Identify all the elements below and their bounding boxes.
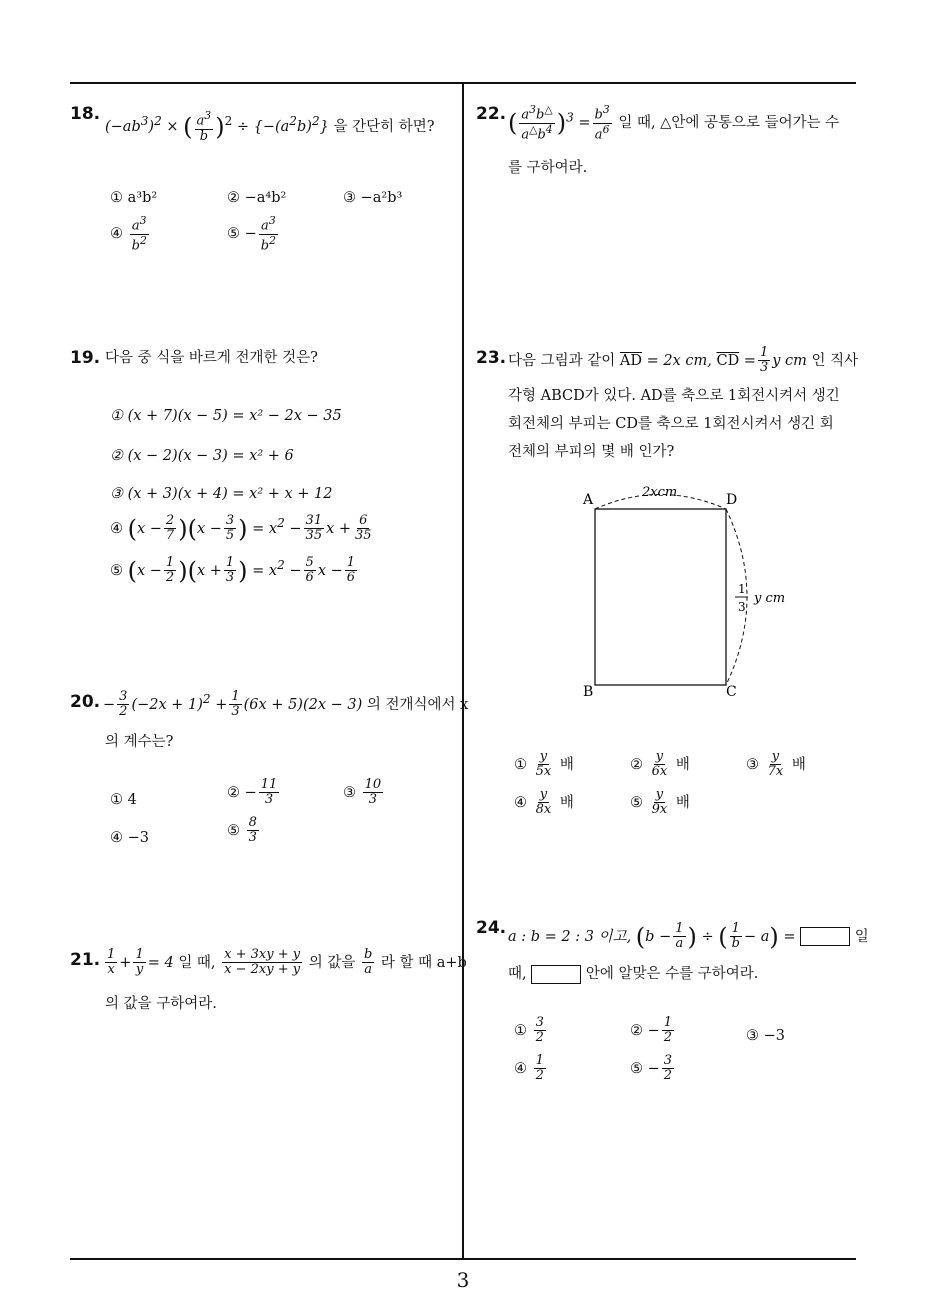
text-1b: 인 직사 <box>811 352 859 369</box>
choice-2[interactable]: ② −a⁴b² <box>227 190 287 206</box>
footer-rule <box>70 1258 856 1260</box>
problem-number: 18. <box>70 104 101 124</box>
text-2: 의 값을 <box>308 954 356 971</box>
choice-1[interactable]: ① $\frac{y}{5x}$ 배 <box>514 749 574 780</box>
problem-stem-line3: 회전체의 부피는 CD를 축으로 1회전시켜서 생긴 회 <box>508 416 834 432</box>
text-1b: 일 <box>854 928 869 945</box>
side-length-label: y cm <box>754 591 786 606</box>
answer-box[interactable] <box>531 965 581 984</box>
choice-label: ⑤ − <box>227 226 257 243</box>
choice-label: ④ <box>110 226 123 243</box>
choice-1[interactable]: ① $\frac{3}{2}$ <box>514 1015 544 1046</box>
choice-5[interactable]: ⑤ − $\frac{a^3}{b^2}$ <box>227 214 276 253</box>
problem-stem-line2: 때, 안에 알맞은 수를 구하여라. <box>508 966 759 982</box>
text-1a: 다음 그림과 같이 <box>508 352 616 369</box>
column-divider <box>462 82 464 1258</box>
ratio-text: a : b = 2 : 3 이고, <box>508 928 632 945</box>
problem-23 <box>476 346 861 826</box>
problem-prompt-line2: 를 구하여라. <box>508 160 588 176</box>
problem-prompt: 일 때, △안에 공통으로 들어가는 수 <box>618 115 840 132</box>
problem-18 <box>70 102 455 262</box>
answer-box[interactable] <box>800 927 850 946</box>
problem-stem: − $\frac{3}{2}$ $(-2x + 1)^2$ + $\frac{1}{3}$ (6x + 5)(2x − 3) 의 전개식에서 x <box>103 689 469 720</box>
vertex-d: D <box>726 492 738 508</box>
choice-3[interactable]: ③ −a²b³ <box>343 190 403 206</box>
text-1: 일 때, <box>178 954 216 971</box>
problem-number: 24. <box>476 918 507 938</box>
problem-prompt-line2: 의 계수는? <box>105 734 174 750</box>
problem-stem: $\frac{1}{x}$ + $\frac{1}{y}$ = 4 일 때, $\frac{x + 3xy + y}{x - 2xy + y}$ 의 값을 $\frac{b}{a}$ 라 할 때 a+b <box>107 947 467 978</box>
top-length-label: 2xcm <box>642 486 678 500</box>
problem-prompt: 의 전개식에서 x <box>366 696 469 713</box>
problem-number: 21. <box>70 950 101 970</box>
vertex-a: A <box>583 492 594 508</box>
problem-stem-line1: 다음 그림과 같이 $\overline{AD} = 2x$ cm, $\overline{CD}$ = $\frac{1}{3}$ y cm 인 직사 <box>508 345 859 376</box>
choice-5[interactable]: ⑤ $\frac{8}{3}$ <box>227 815 257 846</box>
choice-3[interactable]: ③ $\frac{10}{3}$ <box>343 777 382 808</box>
choice-5[interactable]: ⑤ − $\frac{3}{2}$ <box>630 1053 673 1084</box>
problem-prompt-line2: 의 값을 구하여라. <box>105 996 217 1012</box>
choice-4[interactable]: ④ $\frac{a^3}{b^2}$ <box>110 214 147 253</box>
choice-2[interactable]: ② (x − 2)(x − 3) = x² + 6 <box>110 448 294 464</box>
problem-number: 19. <box>70 348 101 368</box>
choice-2[interactable]: ② − $\frac{11}{3}$ <box>227 777 278 808</box>
choice-2[interactable]: ② − $\frac{1}{2}$ <box>630 1015 673 1046</box>
svg-text:1: 1 <box>738 582 746 596</box>
choice-5[interactable]: ⑤ $\frac{y}{9x}$ 배 <box>630 787 690 818</box>
problem-19 <box>70 346 455 606</box>
page-number: 3 <box>456 1268 470 1292</box>
svg-text:3: 3 <box>738 600 746 614</box>
problem-number: 20. <box>70 692 101 712</box>
problem-20 <box>70 689 469 860</box>
problem-stem-line4: 전체의 부피의 몇 배 인가? <box>508 444 675 460</box>
problem-number: 22. <box>476 104 507 124</box>
problem-stem-line1: a : b = 2 : 3 이고, (b − $\frac{1}{a}$ ) ÷ ( $\frac{1}{b}$ − a) = 일 <box>508 921 869 952</box>
choice-3[interactable]: ③ −3 <box>746 1028 785 1044</box>
rectangle-figure <box>576 486 836 706</box>
choice-3[interactable]: ③ (x + 3)(x + 4) = x² + x + 12 <box>110 486 333 502</box>
choice-3[interactable]: ③ $\frac{y}{7x}$ 배 <box>746 749 806 780</box>
problem-stem-line2: 각형 ABCD가 있다. AD를 축으로 1회전시켜서 생긴 <box>508 388 840 404</box>
problem-number: 23. <box>476 348 507 368</box>
choice-1[interactable]: ① 4 <box>110 792 137 808</box>
choice-4[interactable]: ④ $\frac{y}{8x}$ 배 <box>514 787 574 818</box>
choice-4[interactable]: ④ $\frac{1}{2}$ <box>514 1053 544 1084</box>
choice-1[interactable]: ① (x + 7)(x − 5) = x² − 2x − 35 <box>110 408 342 424</box>
problem-21 <box>70 947 467 1028</box>
choice-2[interactable]: ② $\frac{y}{6x}$ 배 <box>630 749 690 780</box>
problem-22 <box>476 102 861 192</box>
text-3: 라 할 때 a+b <box>380 954 467 971</box>
vertex-b: B <box>583 684 594 700</box>
problem-prompt: 다음 중 식을 바르게 전개한 것은? <box>105 350 318 366</box>
rectangle-abcd <box>595 509 726 685</box>
problem-24 <box>476 916 869 1106</box>
choice-5[interactable]: ⑤ (x − $\frac{1}{2}$ )(x + $\frac{1}{3}$ ) = $x^2$ − $\frac{5}{6}$ x − $\frac{1}{6}$ <box>110 555 356 586</box>
vertex-c: C <box>726 684 737 700</box>
problem-stem: ( $\frac{a^3b^\triangle}{a^\triangle b^4}$ )$^3$ = $\frac{b^3}{a^6}$ 일 때, △안에 공통으로 들어가는 수 <box>508 103 840 142</box>
choice-4[interactable]: ④ (x − $\frac{2}{7}$ )(x − $\frac{3}{5}$ ) = $x^2$ − $\frac{31}{35}$ x + $\frac{6}{35}$ <box>110 513 372 544</box>
choice-1[interactable]: ① a³b² <box>110 190 158 206</box>
problem-prompt: 을 간단히 하면? <box>333 118 435 135</box>
problem-stem: $(-ab^3)^2$ × ( $\frac{a^3}{b}$ )$^2 \div \{-(a^2b)^2\}$ 을 간단히 하면? <box>105 109 435 144</box>
choice-4[interactable]: ④ −3 <box>110 830 149 846</box>
